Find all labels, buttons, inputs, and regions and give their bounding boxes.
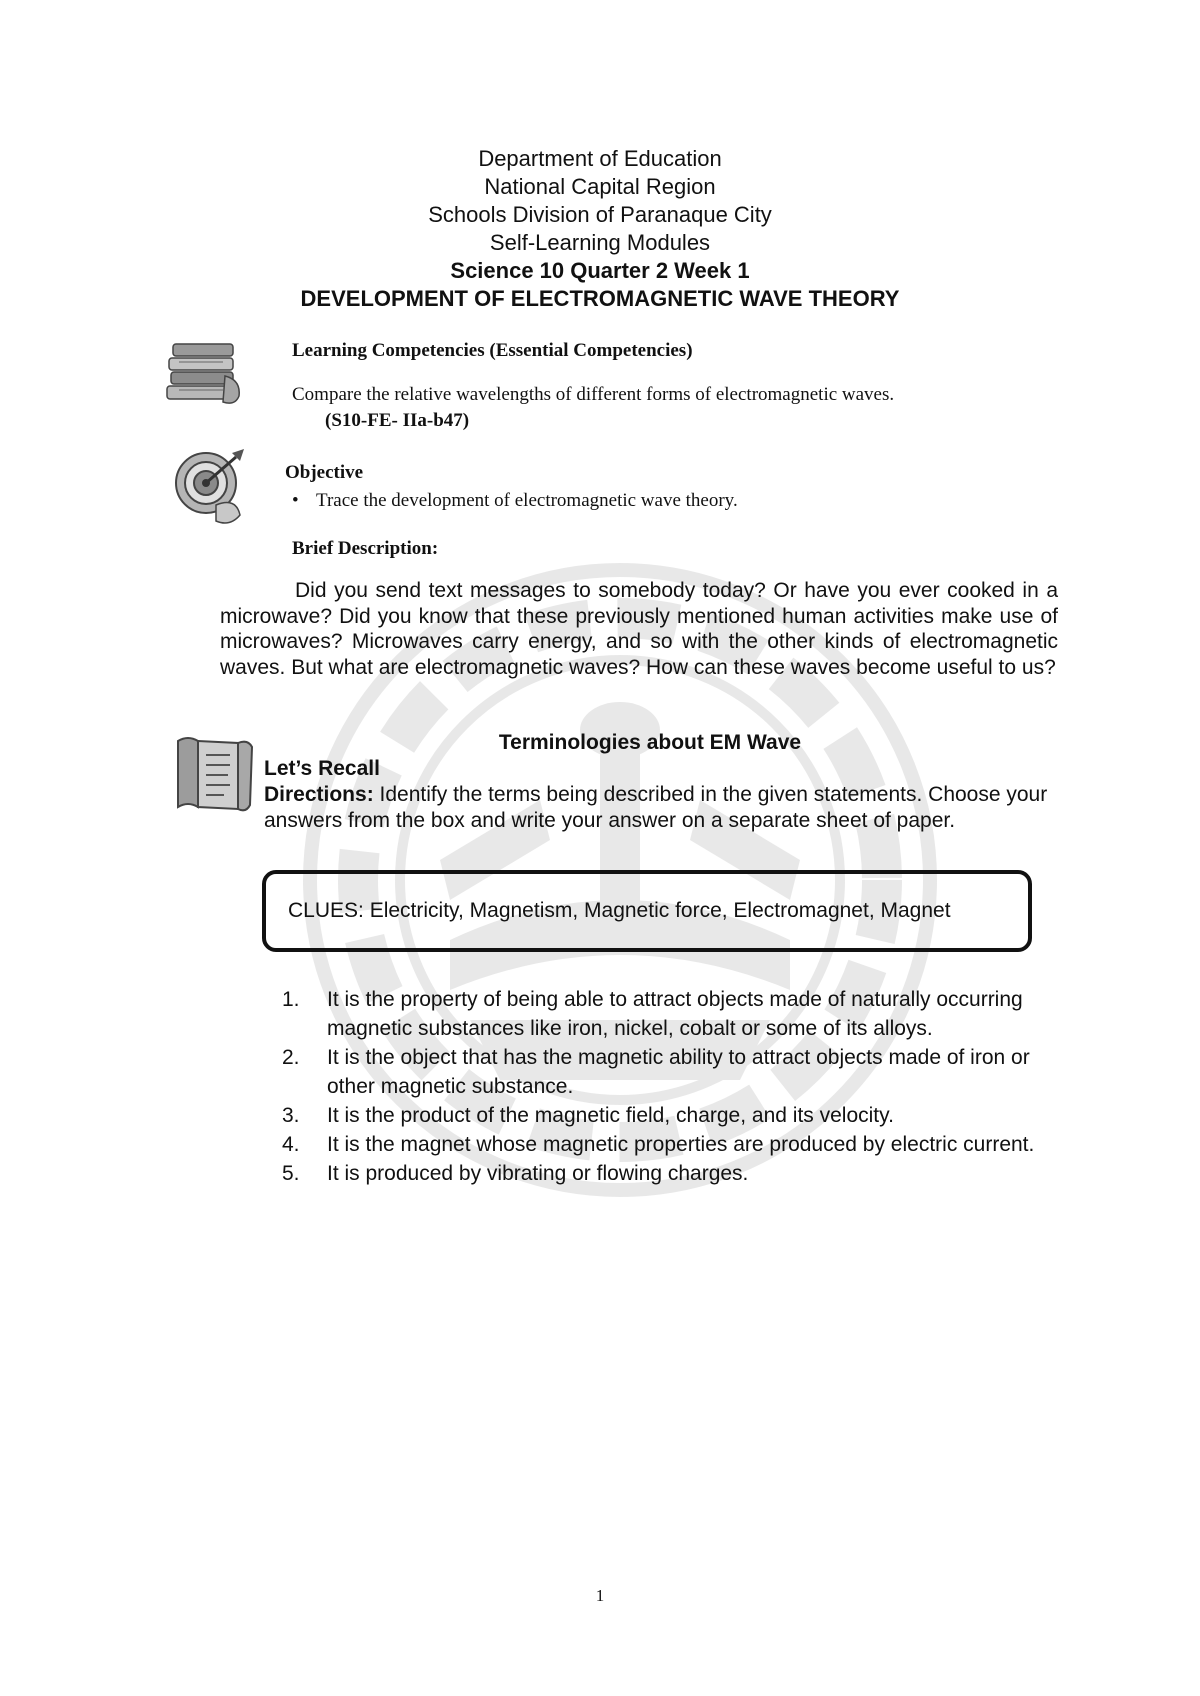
objective-item-text: Trace the development of electromagnetic wave theory. [316, 490, 738, 511]
brief-description-title: Brief Description: [292, 538, 439, 559]
objective-item [292, 490, 738, 512]
bullet-icon: • [292, 490, 299, 511]
activity-title: Terminologies about EM Wave [498, 731, 802, 754]
target-dart-icon [170, 445, 250, 527]
learning-competency-text: Compare the relative wavelengths of different forms of electromagnetic waves. [292, 384, 895, 405]
directions [264, 782, 1064, 833]
activity-subtitle: Let’s Recall [264, 757, 380, 780]
header-modules: Self-Learning Modules [489, 230, 711, 255]
clues-box [262, 870, 1032, 952]
brief-description-paragraph: Did you send text messages to somebody today? Or have you ever cooked in a microwave? Did you know that these previously mentioned human activities make use of microwaves? Microwaves carry energy, and so with the other kinds of electromagnetic waves. But what are electromagnetic waves? How can these waves become useful to us? [220, 579, 1058, 679]
question-number: 4. [282, 1133, 300, 1156]
header-region: National Capital Region [484, 174, 716, 199]
objective-title: Objective [285, 462, 364, 483]
document-header [0, 145, 1200, 313]
question-text: It is the property of being able to attract objects made of naturally occurring magnetic substances like iron, nickel, cobalt or some of its alloys. [327, 988, 1023, 1040]
question-item [282, 1101, 1062, 1130]
competency-code: (S10-FE- IIa-b47) [325, 410, 470, 431]
question-number: 1. [282, 988, 300, 1011]
header-division: Schools Division of Paranaque City [428, 202, 772, 227]
question-list [282, 985, 1062, 1188]
question-number: 3. [282, 1104, 300, 1127]
header-department: Department of Education [478, 146, 722, 171]
header-subject: Science 10 Quarter 2 Week 1 [450, 258, 750, 283]
question-text: It is the magnet whose magnetic properties are produced by electric current. [327, 1133, 1035, 1156]
question-item [282, 1043, 1062, 1101]
clues-text: CLUES: Electricity, Magnetism, Magnetic force, Electromagnet, Magnet [288, 899, 951, 922]
question-number: 2. [282, 1046, 300, 1069]
books-icon [165, 340, 245, 410]
question-text: It is produced by vibrating or flowing charges. [327, 1162, 749, 1185]
directions-text: Identify the terms being described in the given statements. Choose your answers from the box and write your answer on a separate sheet of paper. [264, 783, 1048, 832]
page-number: 1 [595, 1586, 605, 1605]
question-text: It is the object that has the magnetic ability to attract objects made of iron or other magnetic substance. [327, 1046, 1030, 1098]
question-item [282, 1130, 1062, 1159]
directions-label: Directions: [264, 783, 374, 806]
question-number: 5. [282, 1162, 300, 1185]
header-title: DEVELOPMENT OF ELECTROMAGNETIC WAVE THEORY [300, 286, 900, 311]
question-item [282, 1159, 1062, 1188]
question-text: It is the product of the magnetic field, charge, and its velocity. [327, 1104, 894, 1127]
learning-competencies-title: Learning Competencies (Essential Competencies) [292, 340, 693, 361]
question-item [282, 985, 1062, 1043]
